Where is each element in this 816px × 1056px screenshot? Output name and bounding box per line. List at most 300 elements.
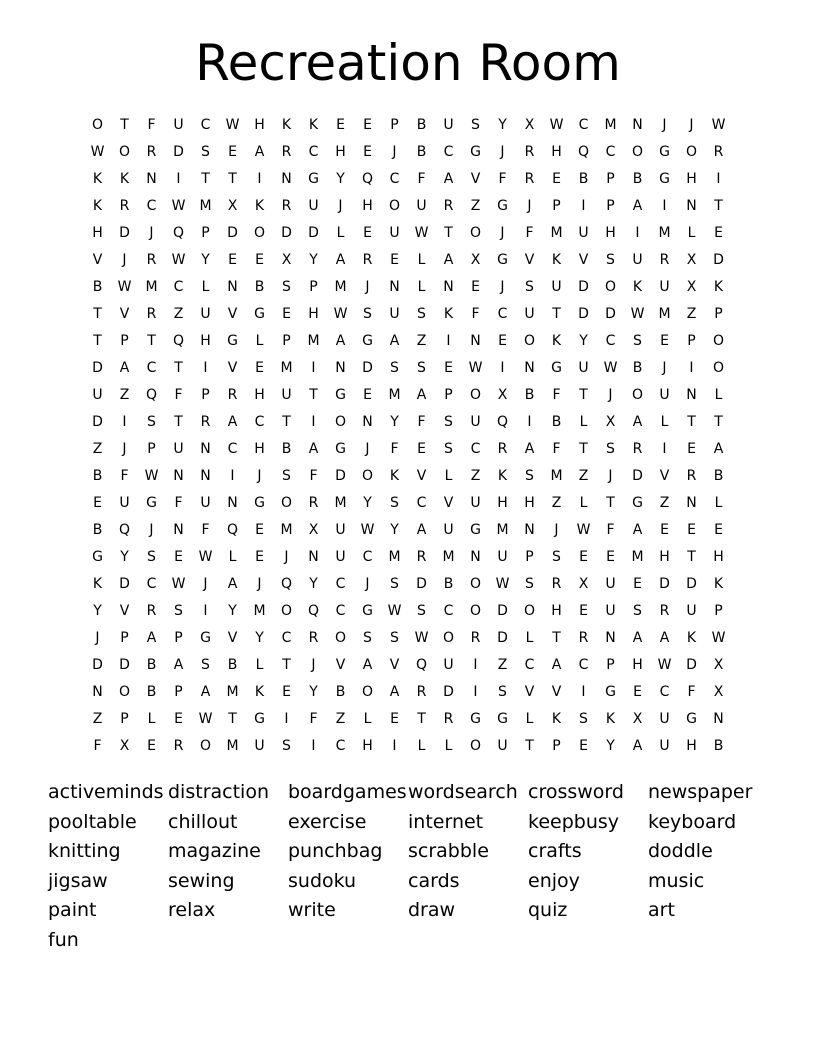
grid-letter: D (713, 252, 724, 268)
grid-letter: F (147, 117, 156, 133)
grid-letter: M (388, 549, 401, 565)
grid-letter: T (228, 171, 237, 187)
word-list-item: paint (48, 899, 97, 922)
grid-letter: F (552, 387, 561, 403)
grid-letter: E (282, 684, 291, 700)
grid-letter: E (579, 738, 588, 754)
grid-letter: W (576, 522, 591, 538)
grid-letter: M (226, 684, 239, 700)
grid-letter: Q (145, 387, 158, 403)
grid-letter: J (662, 360, 667, 376)
grid-letter: U (200, 306, 211, 322)
grid-letter: J (95, 630, 100, 646)
word-list-item: magazine (168, 840, 261, 863)
grid-letter: P (714, 306, 723, 322)
grid-letter: Q (172, 333, 185, 349)
grid-letter: Z (470, 468, 481, 484)
grid-letter: L (201, 279, 210, 295)
grid-letter: B (335, 684, 346, 700)
grid-letter: C (443, 603, 454, 619)
grid-letter: W (90, 144, 105, 160)
grid-letter: K (92, 171, 103, 187)
grid-letter: G (254, 495, 265, 511)
grid-letter: U (659, 279, 670, 295)
grid-letter: D (443, 684, 454, 700)
grid-letter: Y (390, 522, 399, 538)
grid-letter: Z (470, 198, 481, 214)
grid-letter: B (443, 576, 454, 592)
grid-letter: J (500, 225, 505, 241)
grid-letter: Y (390, 414, 399, 430)
grid-letter: W (171, 198, 186, 214)
grid-letter: D (686, 576, 697, 592)
grid-letter: N (713, 711, 724, 727)
grid-letter: A (443, 171, 454, 187)
grid-letter: A (227, 576, 238, 592)
grid-letter: M (550, 225, 563, 241)
grid-letter: P (120, 630, 129, 646)
grid-letter: P (390, 117, 399, 133)
grid-letter: S (525, 468, 534, 484)
grid-letter: F (93, 738, 102, 754)
grid-letter: T (417, 711, 426, 727)
grid-letter: L (525, 711, 534, 727)
grid-letter: B (146, 684, 157, 700)
grid-letter: J (257, 576, 262, 592)
grid-letter: A (632, 414, 643, 430)
grid-letter: A (200, 684, 211, 700)
word-list-item: pooltable (48, 810, 137, 833)
grid-letter: K (389, 468, 400, 484)
grid-letter: Z (497, 657, 508, 673)
grid-letter: E (174, 711, 183, 727)
grid-letter: F (417, 414, 426, 430)
grid-letter: M (658, 225, 671, 241)
grid-letter: A (335, 333, 346, 349)
grid-letter: Q (118, 522, 131, 538)
grid-letter: W (171, 576, 186, 592)
grid-letter: X (281, 252, 292, 268)
grid-letter: E (714, 522, 723, 538)
page-title: Recreation Room (195, 34, 621, 92)
grid-letter: T (525, 738, 534, 754)
grid-letter: G (551, 360, 562, 376)
grid-letter: A (362, 657, 373, 673)
grid-letter: W (387, 603, 402, 619)
grid-letter: K (713, 576, 724, 592)
grid-letter: R (551, 576, 562, 592)
grid-letter: T (120, 117, 129, 133)
grid-letter: N (335, 360, 346, 376)
grid-letter: B (416, 117, 427, 133)
grid-letter: G (659, 171, 670, 187)
grid-letter: M (280, 522, 293, 538)
grid-letter: S (282, 468, 291, 484)
grid-letter: J (392, 144, 397, 160)
grid-letter: C (470, 441, 481, 457)
grid-letter: W (117, 279, 132, 295)
grid-letter: X (632, 711, 643, 727)
grid-letter: N (524, 522, 535, 538)
grid-letter: D (92, 657, 103, 673)
grid-letter: P (606, 657, 615, 673)
grid-letter: I (311, 360, 316, 376)
grid-letter: N (389, 279, 400, 295)
grid-letter: S (633, 333, 642, 349)
grid-letter: U (578, 360, 589, 376)
grid-letter: X (497, 387, 508, 403)
grid-letter: K (254, 198, 265, 214)
grid-letter: P (120, 711, 129, 727)
grid-letter: G (470, 144, 481, 160)
grid-letter: P (687, 333, 696, 349)
grid-letter: X (227, 198, 238, 214)
grid-letter: Z (551, 495, 562, 511)
word-list-item: crossword (528, 781, 624, 803)
grid-letter: U (335, 549, 346, 565)
grid-letter: L (444, 468, 453, 484)
grid-letter: P (552, 198, 561, 214)
grid-letter: J (284, 549, 289, 565)
grid-letter: S (525, 279, 534, 295)
grid-letter: L (336, 225, 345, 241)
grid-letter: B (713, 738, 724, 754)
grid-letter: H (200, 333, 211, 349)
grid-letter: U (497, 738, 508, 754)
grid-letter: B (578, 171, 589, 187)
grid-letter: K (551, 252, 562, 268)
word-list-item: fun (48, 928, 79, 951)
grid-letter: P (147, 441, 156, 457)
grid-letter: Y (309, 252, 318, 268)
grid-letter: E (687, 522, 696, 538)
grid-letter: J (338, 198, 343, 214)
grid-letter: E (633, 576, 642, 592)
grid-letter: J (608, 387, 613, 403)
grid-letter: U (389, 306, 400, 322)
grid-letter: G (335, 387, 346, 403)
grid-letter: O (631, 387, 644, 403)
grid-letter: B (281, 441, 292, 457)
grid-letter: W (360, 522, 375, 538)
grid-letter: S (282, 738, 291, 754)
grid-letter: I (473, 684, 478, 700)
grid-letter: U (605, 576, 616, 592)
grid-letter: T (282, 657, 291, 673)
grid-letter: S (444, 414, 453, 430)
grid-letter: T (444, 225, 453, 241)
grid-letter: Y (228, 603, 237, 619)
grid-letter: L (417, 738, 426, 754)
grid-letter: U (470, 414, 481, 430)
grid-letter: R (146, 144, 157, 160)
grid-letter: S (201, 144, 210, 160)
grid-letter: S (390, 495, 399, 511)
grid-letter: Y (579, 333, 588, 349)
grid-letter: W (171, 252, 186, 268)
grid-letter: E (714, 225, 723, 241)
word-list-item: doddle (648, 840, 713, 863)
grid-letter: M (631, 549, 644, 565)
grid-letter: K (119, 171, 130, 187)
grid-letter: M (226, 738, 239, 754)
grid-letter: R (524, 144, 535, 160)
word-list-item: enjoy (528, 869, 580, 892)
grid-letter: X (713, 657, 724, 673)
grid-letter: Z (92, 711, 103, 727)
grid-letter: I (203, 603, 208, 619)
grid-letter: E (579, 549, 588, 565)
grid-letter: T (201, 171, 210, 187)
grid-letter: L (228, 549, 237, 565)
grid-letter: A (416, 387, 427, 403)
grid-letter: V (227, 630, 238, 646)
grid-letter: H (308, 306, 319, 322)
grid-letter: A (308, 441, 319, 457)
grid-letter: A (524, 441, 535, 457)
grid-letter: S (390, 576, 399, 592)
grid-letter: T (714, 198, 723, 214)
word-list-item: boardgames (288, 781, 407, 803)
word-list-item: internet (408, 810, 484, 833)
grid-letter: D (362, 360, 373, 376)
grid-letter: O (685, 144, 698, 160)
grid-letter: D (578, 306, 589, 322)
grid-letter: F (417, 171, 426, 187)
grid-letter: V (524, 252, 535, 268)
grid-letter: T (309, 387, 318, 403)
grid-letter: X (470, 252, 481, 268)
grid-letter: G (362, 333, 373, 349)
grid-letter: U (119, 495, 130, 511)
grid-letter: U (173, 117, 184, 133)
grid-letter: L (363, 711, 372, 727)
grid-letter: R (443, 711, 454, 727)
grid-letter: C (416, 495, 427, 511)
word-list-item: scrabble (408, 840, 489, 863)
grid-letter: E (255, 522, 264, 538)
grid-letter: P (174, 630, 183, 646)
grid-letter: F (606, 522, 615, 538)
grid-letter: O (631, 144, 644, 160)
word-list-item: chillout (168, 810, 238, 833)
grid-letter: R (686, 468, 697, 484)
grid-letter: F (498, 171, 507, 187)
grid-letter: M (334, 279, 347, 295)
grid-letter: E (390, 711, 399, 727)
grid-letter: L (255, 657, 264, 673)
grid-letter: S (606, 252, 615, 268)
grid-letter: O (469, 576, 482, 592)
grid-letter: A (416, 522, 427, 538)
grid-letter: O (388, 198, 401, 214)
word-list-item: relax (168, 899, 216, 922)
grid-letter: D (173, 144, 184, 160)
grid-letter: H (551, 603, 562, 619)
grid-letter: O (118, 144, 131, 160)
grid-letter: G (605, 684, 616, 700)
grid-letter: H (254, 441, 265, 457)
grid-letter: Z (92, 441, 103, 457)
grid-letter: H (551, 144, 562, 160)
grid-letter: A (632, 738, 643, 754)
grid-letter: A (335, 252, 346, 268)
grid-letter: A (146, 630, 157, 646)
grid-letter: F (174, 387, 183, 403)
grid-letter: O (469, 225, 482, 241)
grid-letter: G (632, 495, 643, 511)
grid-letter: O (469, 738, 482, 754)
grid-letter: H (362, 738, 373, 754)
grid-letter: H (335, 144, 346, 160)
grid-letter: J (554, 522, 559, 538)
grid-letter: E (687, 441, 696, 457)
grid-letter: A (173, 657, 184, 673)
grid-letter: G (92, 549, 103, 565)
grid-letter: G (308, 171, 319, 187)
grid-letter: L (417, 279, 426, 295)
grid-letter: F (309, 711, 318, 727)
grid-letter: K (443, 306, 454, 322)
grid-letter: W (549, 117, 564, 133)
word-list-item: write (288, 899, 336, 922)
grid-letter: J (662, 117, 667, 133)
grid-letter: G (686, 711, 697, 727)
grid-letter: D (92, 360, 103, 376)
grid-letter: R (497, 441, 508, 457)
grid-letter: G (497, 198, 508, 214)
grid-letter: O (712, 360, 725, 376)
grid-letter: R (200, 414, 211, 430)
grid-letter: A (659, 630, 670, 646)
grid-letter: H (362, 198, 373, 214)
word-list-item: distraction (168, 781, 269, 803)
grid-letter: J (149, 225, 154, 241)
grid-letter: K (497, 468, 508, 484)
grid-letter: L (660, 414, 669, 430)
grid-letter: Y (336, 171, 345, 187)
grid-letter: U (605, 603, 616, 619)
grid-letter: V (470, 171, 481, 187)
grid-letter: R (308, 495, 319, 511)
grid-letter: D (632, 468, 643, 484)
grid-letter: S (444, 441, 453, 457)
letter-grid (84, 112, 732, 760)
grid-letter: K (308, 117, 319, 133)
grid-letter: J (311, 657, 316, 673)
grid-letter: A (632, 198, 643, 214)
grid-letter: Z (578, 468, 589, 484)
grid-letter: E (552, 171, 561, 187)
grid-letter: M (496, 522, 509, 538)
grid-letter: A (389, 684, 400, 700)
grid-letter: K (551, 333, 562, 349)
grid-letter: N (173, 522, 184, 538)
grid-letter: N (443, 279, 454, 295)
word-list-item: exercise (288, 810, 367, 833)
grid-letter: R (308, 630, 319, 646)
grid-letter: Z (335, 711, 346, 727)
word-list-item: cards (408, 869, 460, 892)
grid-letter: F (120, 468, 129, 484)
grid-letter: U (686, 603, 697, 619)
grid-letter: L (579, 414, 588, 430)
grid-letter: W (144, 468, 159, 484)
grid-letter: M (145, 279, 158, 295)
grid-letter: U (443, 657, 454, 673)
grid-letter: E (363, 117, 372, 133)
grid-letter: I (689, 360, 694, 376)
grid-letter: U (389, 225, 400, 241)
grid-letter: G (470, 711, 481, 727)
grid-letter: T (93, 333, 102, 349)
grid-letter: R (713, 144, 724, 160)
grid-letter: R (416, 684, 427, 700)
grid-letter: S (606, 441, 615, 457)
grid-letter: F (201, 522, 210, 538)
grid-letter: R (146, 252, 157, 268)
grid-letter: V (416, 468, 427, 484)
word-list-item: quiz (528, 899, 568, 922)
grid-letter: U (308, 198, 319, 214)
grid-letter: U (659, 738, 670, 754)
grid-letter: G (254, 306, 265, 322)
grid-letter: H (254, 117, 265, 133)
grid-letter: E (93, 495, 102, 511)
grid-letter: C (497, 306, 508, 322)
grid-letter: G (497, 252, 508, 268)
grid-letter: M (280, 360, 293, 376)
grid-letter: D (605, 306, 616, 322)
grid-letter: K (92, 198, 103, 214)
grid-letter: H (605, 225, 616, 241)
grid-letter: S (498, 684, 507, 700)
grid-letter: D (119, 225, 130, 241)
grid-letter: U (335, 522, 346, 538)
grid-letter: I (500, 360, 505, 376)
grid-letter: V (119, 306, 130, 322)
grid-letter: G (362, 603, 373, 619)
grid-letter: G (254, 711, 265, 727)
grid-letter: M (334, 495, 347, 511)
grid-letter: D (335, 468, 346, 484)
word-list-item: keyboard (648, 810, 737, 833)
grid-letter: U (443, 522, 454, 538)
grid-letter: Q (361, 171, 374, 187)
grid-letter: O (280, 603, 293, 619)
grid-letter: Z (119, 387, 130, 403)
grid-letter: P (309, 279, 318, 295)
grid-letter: I (284, 711, 289, 727)
grid-letter: X (686, 252, 697, 268)
grid-letter: D (497, 603, 508, 619)
grid-letter: F (552, 441, 561, 457)
grid-letter: H (713, 549, 724, 565)
grid-letter: U (578, 225, 589, 241)
grid-letter: V (227, 306, 238, 322)
grid-letter: T (714, 414, 723, 430)
grid-letter: B (632, 171, 643, 187)
grid-letter: L (444, 738, 453, 754)
grid-letter: U (659, 387, 670, 403)
grid-letter: R (632, 441, 643, 457)
grid-letter: N (470, 549, 481, 565)
grid-letter: E (228, 252, 237, 268)
grid-letter: F (390, 441, 399, 457)
grid-letter: X (524, 117, 535, 133)
grid-letter: D (578, 279, 589, 295)
grid-letter: O (199, 738, 212, 754)
